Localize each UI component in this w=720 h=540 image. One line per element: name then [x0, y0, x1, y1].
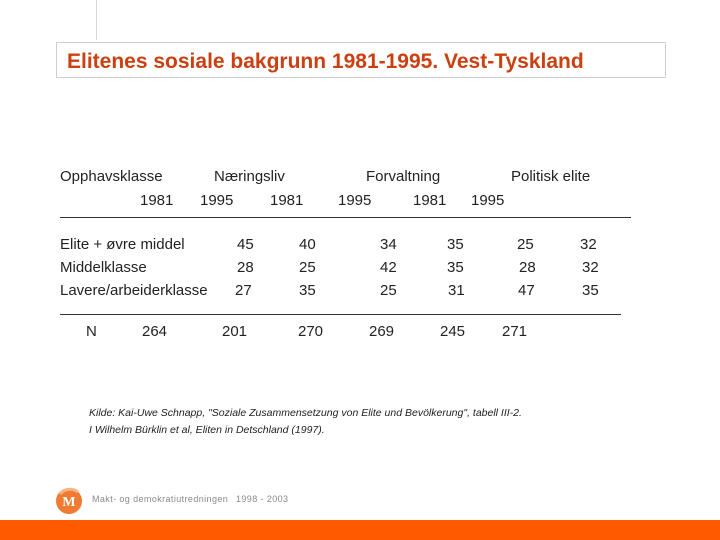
- table-cell: 32: [582, 259, 599, 276]
- table-cell: 45: [237, 236, 254, 253]
- table-cell: 35: [299, 282, 316, 299]
- bottom-bar: [0, 520, 720, 540]
- divider-line: [96, 0, 97, 40]
- source-note: [89, 405, 522, 439]
- table-cell: 31: [448, 282, 465, 299]
- row-label: Elite + øvre middel: [60, 236, 185, 253]
- header-naeringsliv: Næringsliv: [214, 168, 285, 185]
- header-year: 1995: [200, 192, 234, 209]
- n-cell: 269: [369, 323, 395, 340]
- source-line-1: Kilde: Kai-Uwe Schnapp, "Soziale Zusammensetzung von Elite und Bevölkerung", tabell III-2.: [89, 407, 522, 419]
- table-cell: 35: [582, 282, 599, 299]
- header-opphavsklasse: Opphavsklasse: [60, 168, 163, 185]
- table-cell: 25: [517, 236, 534, 253]
- table-cell: 35: [447, 236, 464, 253]
- footer-years: 1998 - 2003: [236, 494, 289, 504]
- table-cell: 32: [580, 236, 597, 253]
- table-cell: 25: [380, 282, 397, 299]
- n-cell: 264: [142, 323, 168, 340]
- table-cell: 42: [380, 259, 397, 276]
- header-forvaltning: Forvaltning: [366, 168, 441, 185]
- table-cell: 27: [235, 282, 252, 299]
- n-cell: 270: [298, 323, 324, 340]
- header-politisk-elite: Politisk elite: [511, 168, 591, 185]
- header-year: 1995: [338, 192, 372, 209]
- n-cell: 271: [502, 323, 528, 340]
- table-cell: 40: [299, 236, 316, 253]
- org-logo-icon: [54, 486, 84, 516]
- header-year: 1981: [413, 192, 447, 209]
- header-year: 1981: [270, 192, 304, 209]
- table-rule-top: [60, 217, 631, 218]
- n-cell: 201: [222, 323, 248, 340]
- header-year: 1981: [140, 192, 174, 209]
- n-cell: 245: [440, 323, 466, 340]
- table-cell: 28: [237, 259, 254, 276]
- row-label: Middelklasse: [60, 259, 147, 276]
- table-cell: 25: [299, 259, 316, 276]
- table-cell: 28: [519, 259, 536, 276]
- table-rule-bottom: [60, 314, 621, 315]
- row-label: Lavere/arbeiderklasse: [60, 282, 208, 299]
- table-cell: 34: [380, 236, 397, 253]
- title-box: [56, 42, 666, 78]
- page-title: Elitenes sosiale bakgrunn 1981-1995. Vest-Tyskland: [67, 50, 584, 73]
- table-cell: 47: [518, 282, 535, 299]
- logo-letter: M: [62, 495, 76, 510]
- table-cell: 35: [447, 259, 464, 276]
- n-label: N: [86, 323, 97, 340]
- source-line-2: I Wilhelm Bürklin et al, Eliten in Detschland (1997).: [89, 424, 325, 436]
- footer-org-name: Makt- og demokratiutredningen: [92, 494, 229, 504]
- header-year: 1995: [471, 192, 505, 209]
